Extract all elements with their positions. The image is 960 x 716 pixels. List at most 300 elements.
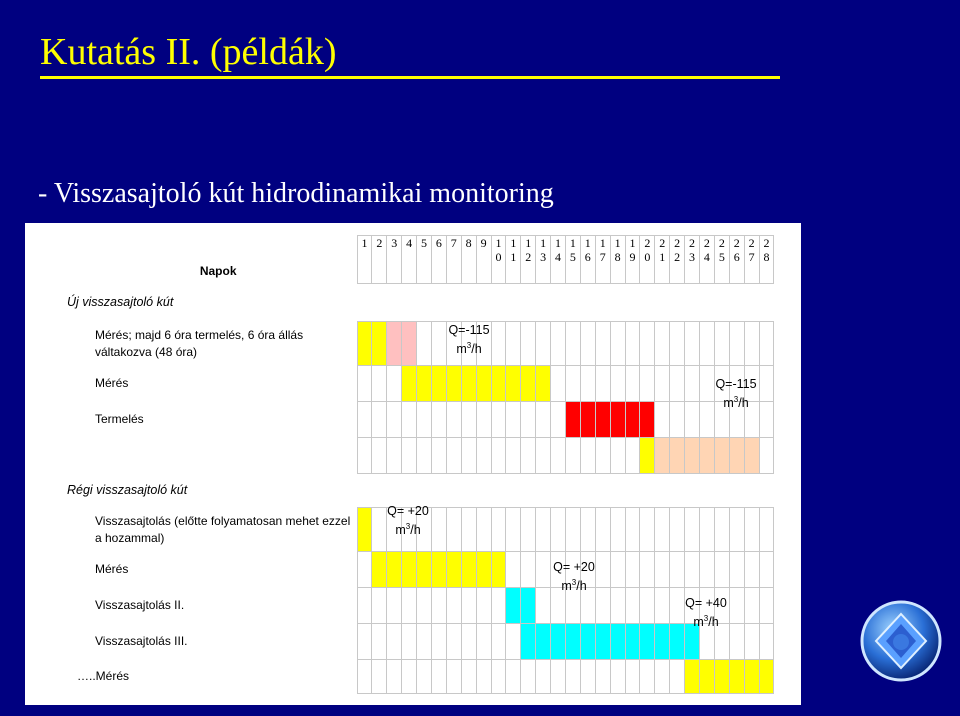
gantt-cell: [417, 322, 432, 366]
gantt-cell: [372, 552, 387, 588]
note-production-new: Q=-115 $m^3/h$: [448, 323, 490, 357]
day-number: 2 5: [718, 236, 725, 264]
gantt-cell: [431, 438, 446, 474]
gantt-cell: [521, 588, 536, 624]
gantt-cell: [595, 322, 610, 366]
gantt-cell: [699, 508, 714, 552]
gantt-cell: [461, 402, 476, 438]
day-number: 2 2: [674, 236, 681, 264]
gantt-cell: [387, 624, 402, 660]
gantt-cell: [357, 322, 372, 366]
day-number: 1 5: [569, 236, 576, 264]
gantt-cell: [417, 624, 432, 660]
gantt-cell: [461, 588, 476, 624]
gantt-cell: [565, 624, 580, 660]
gantt-cell: [744, 508, 759, 552]
row-label: …..Mérés: [77, 669, 130, 683]
gantt-cell: [476, 624, 491, 660]
day-header-7: [446, 236, 461, 284]
gantt-cell: [417, 552, 432, 588]
gantt-cell: [417, 588, 432, 624]
gantt-cell: [699, 438, 714, 474]
day-number: 1: [361, 236, 368, 250]
row-label-cell: [67, 402, 357, 438]
gantt-cell: [551, 402, 566, 438]
gantt-cell: [744, 588, 759, 624]
gantt-cell: [640, 508, 655, 552]
gantt-cell: [506, 624, 521, 660]
gantt-cell: [610, 660, 625, 694]
day-header-15: [565, 236, 580, 284]
day-header-16: [580, 236, 595, 284]
gantt-cell: [640, 552, 655, 588]
day-header-22: [670, 236, 685, 284]
gantt-cell: [670, 508, 685, 552]
gantt-cell: [759, 438, 774, 474]
gantt-cell: [402, 322, 417, 366]
day-number: 2 4: [703, 236, 710, 264]
gantt-cell: [402, 588, 417, 624]
gantt-cell: [551, 322, 566, 366]
gantt-cell: [759, 552, 774, 588]
day-number: 2 8: [763, 236, 770, 264]
gantt-cell: [431, 624, 446, 660]
gantt-cell: [372, 624, 387, 660]
day-header-26: [729, 236, 744, 284]
gantt-panel: [25, 223, 801, 705]
gantt-row: [67, 660, 774, 694]
gantt-cell: [431, 402, 446, 438]
gantt-cell: [506, 402, 521, 438]
day-header-9: [476, 236, 491, 284]
gantt-cell: [431, 552, 446, 588]
gantt-row: [67, 588, 774, 624]
gantt-cell: [357, 366, 372, 402]
gantt-cell: [357, 438, 372, 474]
gantt-cell: [476, 366, 491, 402]
gantt-cell: [536, 322, 551, 366]
gantt-cell: [476, 660, 491, 694]
gantt-cell: [521, 402, 536, 438]
gantt-cell: [580, 322, 595, 366]
gantt-cell: [387, 402, 402, 438]
day-header-17: [595, 236, 610, 284]
gantt-cell: [551, 366, 566, 402]
gantt-cell: [565, 322, 580, 366]
gantt-cell: [461, 552, 476, 588]
row-label: Visszasajtolás II.: [95, 598, 185, 612]
day-header-2: [372, 236, 387, 284]
gantt-cell: [610, 624, 625, 660]
slide-title: Kutatás II. (példák): [40, 31, 337, 73]
day-number: 1 4: [555, 236, 562, 264]
gantt-cell: [580, 366, 595, 402]
gantt-cell: [461, 508, 476, 552]
note-production-new-2: Q=-115 $m^3/h$: [715, 377, 757, 411]
gantt-cell: [476, 552, 491, 588]
gantt-cell: [521, 322, 536, 366]
gantt-cell: [357, 402, 372, 438]
gantt-cell: [536, 366, 551, 402]
slide-subtitle: - Visszasajtoló kút hidrodinamikai monitoring: [38, 178, 554, 209]
gantt-cell: [521, 508, 536, 552]
gantt-cell: [565, 366, 580, 402]
gantt-cell: [402, 402, 417, 438]
gantt-cell: [491, 438, 506, 474]
day-header-19: [625, 236, 640, 284]
gantt-cell: [610, 508, 625, 552]
gantt-cell: [595, 402, 610, 438]
row-label-cell: [67, 322, 357, 366]
gantt-cell: [610, 402, 625, 438]
gantt-cell: [536, 438, 551, 474]
gantt-cell: [685, 366, 700, 402]
gantt-cell: [491, 402, 506, 438]
gantt-cell: [357, 508, 372, 552]
gantt-cell: [714, 508, 729, 552]
gantt-cell: [595, 366, 610, 402]
day-number: 6: [435, 236, 442, 250]
gantt-cell: [744, 552, 759, 588]
gantt-cell: [446, 438, 461, 474]
gantt-cell: [417, 366, 432, 402]
day-number: 8: [465, 236, 472, 250]
row-label-cell: [67, 508, 357, 552]
day-header-13: [536, 236, 551, 284]
gantt-cell: [744, 438, 759, 474]
gantt-cell: [536, 660, 551, 694]
day-header-18: [610, 236, 625, 284]
gantt-cell: [491, 624, 506, 660]
row-label-cell: [67, 588, 357, 624]
day-header-27: [744, 236, 759, 284]
gantt-cell: [521, 552, 536, 588]
gantt-cell: [521, 366, 536, 402]
gantt-cell: [461, 438, 476, 474]
gantt-cell: [685, 438, 700, 474]
gantt-cell: [625, 588, 640, 624]
gantt-cell: [729, 660, 744, 694]
gantt-cell: [610, 438, 625, 474]
row-label: Visszasajtolás (előtte folyamatosan mehet ezzel a hozammal): [95, 513, 351, 545]
gantt-cell: [655, 552, 670, 588]
gantt-cell: [625, 322, 640, 366]
gantt-cell: [759, 588, 774, 624]
gantt-cell: [759, 660, 774, 694]
day-header-4: [402, 236, 417, 284]
day-header-20: [640, 236, 655, 284]
gantt-cell: [476, 402, 491, 438]
gantt-cell: [491, 508, 506, 552]
day-number: 9: [480, 236, 487, 250]
gantt-cell: [595, 624, 610, 660]
day-number: 2 7: [748, 236, 755, 264]
days-header-label: Napok: [199, 263, 237, 278]
gantt-cell: [372, 322, 387, 366]
gantt-cell: [402, 552, 417, 588]
day-header-6: [431, 236, 446, 284]
gantt-cell: [625, 402, 640, 438]
day-number: 5: [421, 236, 427, 250]
day-number: 1 7: [599, 236, 606, 264]
day-header-28: [759, 236, 774, 284]
gantt-cell: [714, 438, 729, 474]
note-injection-3: Q= +40 $m^3/h$: [685, 596, 727, 630]
gantt-cell: [670, 366, 685, 402]
gantt-cell: [476, 508, 491, 552]
gantt-cell: [744, 322, 759, 366]
gantt-cell: [506, 366, 521, 402]
day-number: 2: [376, 236, 383, 250]
gantt-cell: [685, 402, 700, 438]
gantt-cell: [610, 366, 625, 402]
day-number: 1 9: [629, 236, 636, 264]
gantt-cell: [640, 624, 655, 660]
row-label: Mérés; majd 6 óra termelés, 6 óra állás váltakozva (48 óra): [95, 327, 304, 359]
gantt-cell: [655, 366, 670, 402]
gantt-cell: [402, 660, 417, 694]
gantt-cell: [551, 660, 566, 694]
row-label: Mérés: [95, 562, 129, 576]
day-number: 4: [406, 236, 413, 250]
day-number: 1 6: [584, 236, 591, 264]
day-number: 2 0: [644, 236, 651, 264]
gantt-cell: [625, 552, 640, 588]
gantt-cell: [565, 660, 580, 694]
day-number: 2 6: [733, 236, 740, 264]
gantt-cell: [670, 438, 685, 474]
gantt-cell: [640, 366, 655, 402]
gantt-row: [67, 402, 774, 438]
gantt-cell: [699, 322, 714, 366]
day-header-1: [357, 236, 372, 284]
row-label-cell: [67, 660, 357, 694]
gantt-cell: [759, 508, 774, 552]
gantt-cell: [506, 322, 521, 366]
gantt-cell: [655, 438, 670, 474]
note-injection-old: Q= +20 $m^3/h$: [387, 504, 429, 538]
gantt-cell: [551, 508, 566, 552]
gantt-cell: [685, 552, 700, 588]
day-number: 1 2: [525, 236, 532, 264]
row-label: Termelés: [95, 412, 144, 426]
gantt-row: [67, 322, 774, 366]
gantt-cell: [387, 366, 402, 402]
gantt-row: [67, 624, 774, 660]
gantt-cell: [655, 660, 670, 694]
gantt-cell: [685, 322, 700, 366]
gantt-cell: [387, 660, 402, 694]
gantt-cell: [491, 588, 506, 624]
gantt-cell: [685, 508, 700, 552]
gantt-cell: [655, 588, 670, 624]
gantt-cell: [714, 322, 729, 366]
gantt-cell: [402, 438, 417, 474]
row-label: Új visszasajtoló kút: [67, 295, 174, 309]
gantt-cell: [625, 438, 640, 474]
gantt-cell: [655, 624, 670, 660]
gantt-cell: [595, 508, 610, 552]
gantt-cell: [670, 552, 685, 588]
row-label-cell: [67, 438, 357, 474]
gantt-cell: [461, 624, 476, 660]
gantt-cell: [670, 402, 685, 438]
note-injection-2: Q= +20 $m^3/h$: [553, 560, 595, 594]
gantt-cell: [506, 438, 521, 474]
row-label-cell: [67, 366, 357, 402]
gantt-cell: [625, 660, 640, 694]
gantt-cell: [491, 366, 506, 402]
gantt-cell: [625, 508, 640, 552]
day-number: 1 1: [510, 236, 517, 264]
gantt-cell: [387, 322, 402, 366]
gantt-cell: [625, 624, 640, 660]
day-header-23: [685, 236, 700, 284]
gantt-cell: [685, 660, 700, 694]
gantt-cell: [387, 552, 402, 588]
gantt-cell: [372, 588, 387, 624]
day-number: 2 1: [659, 236, 666, 264]
gantt-cell: [506, 660, 521, 694]
gantt-cell: [595, 438, 610, 474]
gantt-cell: [417, 660, 432, 694]
gantt-cell: [402, 366, 417, 402]
row-label-cell: [67, 552, 357, 588]
gantt-cell: [580, 438, 595, 474]
gantt-cell: [536, 508, 551, 552]
gantt-cell: [521, 438, 536, 474]
gantt-row: [67, 552, 774, 588]
gantt-cell: [714, 660, 729, 694]
gantt-cell: [640, 322, 655, 366]
gantt-cell: [491, 552, 506, 588]
gantt-cell: [655, 508, 670, 552]
gantt-cell: [640, 402, 655, 438]
gantt-cell: [521, 660, 536, 694]
day-number: 7: [450, 236, 457, 250]
gantt-cell: [402, 624, 417, 660]
day-header-8: [461, 236, 476, 284]
row-label: Régi visszasajtoló kút: [67, 483, 188, 497]
gantt-cell: [744, 660, 759, 694]
day-header-3: [387, 236, 402, 284]
gantt-cell: [521, 624, 536, 660]
gantt-cell: [506, 508, 521, 552]
day-header-25: [714, 236, 729, 284]
day-header-24: [699, 236, 714, 284]
gantt-cell: [476, 438, 491, 474]
gantt-cell: [759, 322, 774, 366]
gantt-cell: [357, 660, 372, 694]
day-number: 2 3: [689, 236, 696, 264]
gantt-cell: [372, 402, 387, 438]
row-label: Mérés: [95, 376, 129, 390]
gantt-cell: [387, 588, 402, 624]
row-label-cell: [67, 284, 774, 322]
title-underline: [40, 76, 780, 79]
gantt-table: [67, 235, 774, 694]
gantt-cell: [655, 402, 670, 438]
gantt-cell: [476, 588, 491, 624]
row-label: Visszasajtolás III.: [95, 634, 188, 648]
gantt-cell: [417, 402, 432, 438]
gantt-cell: [417, 438, 432, 474]
gantt-cell: [610, 322, 625, 366]
gantt-cell: [506, 588, 521, 624]
gantt-cell: [446, 624, 461, 660]
gantt-cell: [446, 402, 461, 438]
gantt-cell: [580, 508, 595, 552]
day-header-5: [417, 236, 432, 284]
gantt-cell: [446, 508, 461, 552]
gantt-cell: [551, 624, 566, 660]
gantt-cell: [491, 660, 506, 694]
day-header-10: [491, 236, 506, 284]
gantt-cell: [640, 660, 655, 694]
gantt-cell: [625, 366, 640, 402]
gantt-cell: [446, 660, 461, 694]
gantt-cell: [595, 660, 610, 694]
gantt-cell: [655, 322, 670, 366]
gantt-cell: [714, 552, 729, 588]
day-header-21: [655, 236, 670, 284]
gantt-cell: [699, 660, 714, 694]
gantt-cell: [759, 624, 774, 660]
gantt-cell: [387, 438, 402, 474]
day-header-14: [551, 236, 566, 284]
header-label-cell: [67, 236, 357, 284]
gantt-cell: [446, 552, 461, 588]
gantt-cell: [372, 366, 387, 402]
gantt-cell: [431, 366, 446, 402]
gantt-cell: [565, 438, 580, 474]
gantt-cell: [744, 624, 759, 660]
gantt-cell: [372, 438, 387, 474]
gantt-cell: [580, 402, 595, 438]
gantt-cell: [536, 624, 551, 660]
gantt-cell: [565, 402, 580, 438]
gantt-cell: [551, 438, 566, 474]
gantt-cell: [729, 552, 744, 588]
day-number: 3: [391, 236, 398, 250]
gantt-row: [67, 438, 774, 474]
gantt-cell: [610, 552, 625, 588]
gantt-cell: [431, 588, 446, 624]
gantt-cell: [670, 660, 685, 694]
gantt-cell: [565, 508, 580, 552]
gantt-cell: [357, 552, 372, 588]
gantt-cell: [640, 588, 655, 624]
row-label-cell: [67, 624, 357, 660]
gantt-cell: [357, 624, 372, 660]
gantt-cell: [461, 660, 476, 694]
gantt-cell: [446, 366, 461, 402]
gantt-cell: [580, 660, 595, 694]
gantt-cell: [536, 402, 551, 438]
gantt-row: [67, 284, 774, 322]
gantt-cell: [372, 660, 387, 694]
gantt-cell: [580, 624, 595, 660]
gantt-cell: [506, 552, 521, 588]
gantt-cell: [729, 508, 744, 552]
diamond-emblem-icon: [860, 600, 942, 682]
gantt-cell: [699, 552, 714, 588]
gantt-cell: [670, 322, 685, 366]
gantt-row: [67, 366, 774, 402]
gantt-cell: [610, 588, 625, 624]
day-header-11: [506, 236, 521, 284]
gantt-cell: [461, 366, 476, 402]
